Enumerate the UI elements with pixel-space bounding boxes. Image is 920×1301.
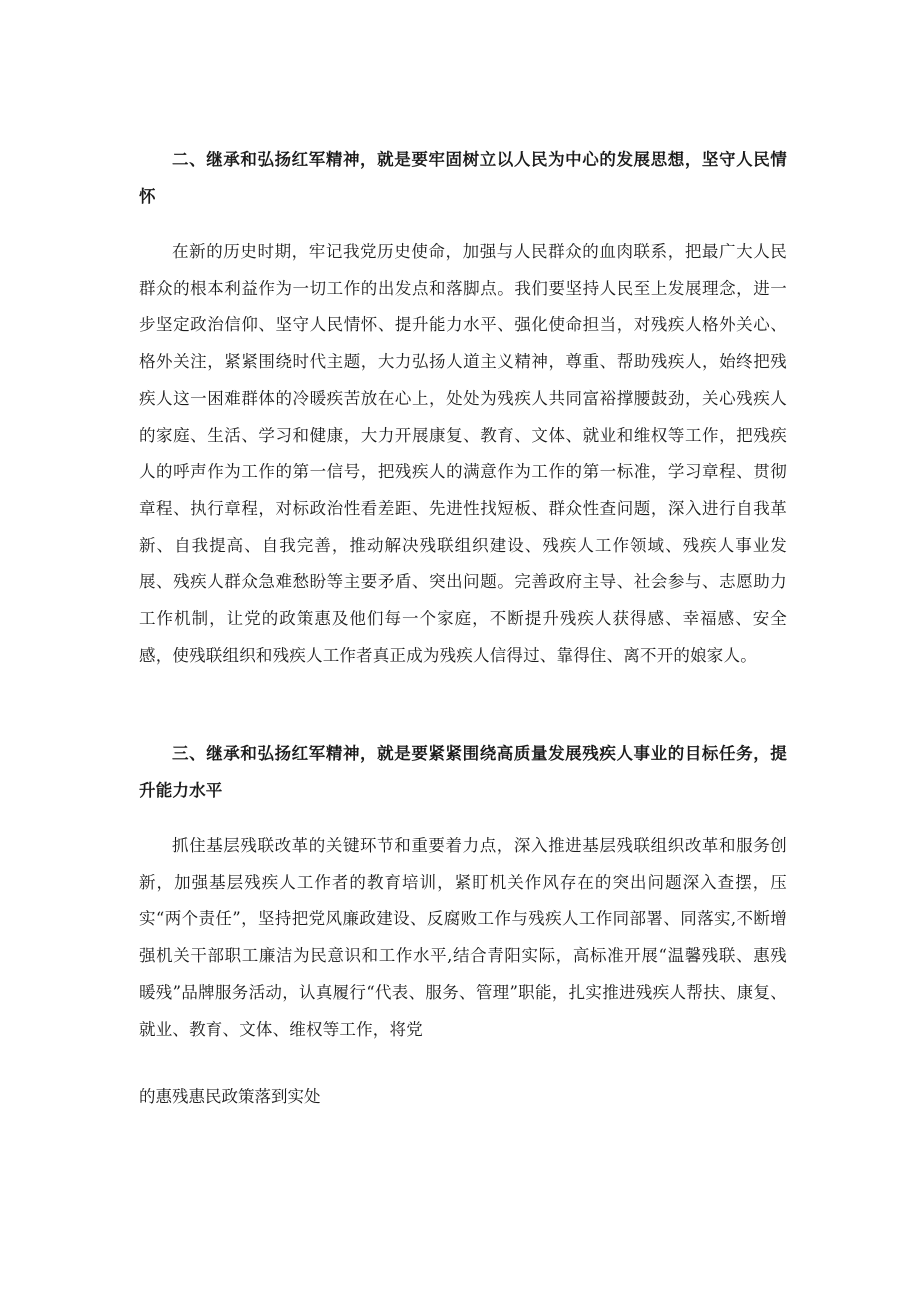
section-heading-3: 三、继承和弘扬红军精神，就是要紧紧围绕高质量发展残疾人事业的目标任务，提升能力水平 <box>139 744 787 800</box>
section-paragraph-3: 抓住基层残联改革的关键环节和重要着力点，深入推进基层残联组织改革和服务创新，加强基层残疾人工作者的教育培训，紧盯机关作风存在的突出问题深入查摆，压实“两个责任”，坚持把党风廉政建设、反腐败工作与残疾人工作同部署、同落实,不断增强机关干部职工廉洁为民意识和工作水平,结合青阳实际，高标准开展“温馨残联、惠残暖残”品牌服务活动，认真履行“代表、服务、管理”职能，扎实推进残疾人帮扶、康复、就业、教育、文体、维权等工作，将党 <box>139 836 787 1039</box>
section-paragraph-2: 在新的历史时期，牢记我党历史使命，加强与人民群众的血肉联系，把最广大人民群众的根本利益作为一切工作的出发点和落脚点。我们要坚持人民至上发展理念，进一步坚定政治信仰、坚守人民情怀、提升能力水平、强化使命担当，对残疾人格外关心、格外关注，紧紧围绕时代主题，大力弘扬人道主义精神，尊重、帮助残疾人，始终把残疾人这一困难群体的冷暖疾苦放在心上，处处为残疾人共同富裕撑腰鼓劲，关心残疾人的家庭、生活、学习和健康，大力开展康复、教育、文体、就业和维权等工作，把残疾人的呼声作为工作的第一信号，把残疾人的满意作为工作的第一标准，学习章程、贯彻章程、执行章程，对标政治性看差距、先进性找短板、群众性查问题，深入进行自我革新、自我提高、自我完善，推动解决残联组织建设、残疾人工作领域、残疾人事业发展、残疾人群众急难愁盼等主要矛盾、突出问题。完善政府主导、社会参与、志愿助力工作机制，让党的政策惠及他们每一个家庭，不断提升残疾人获得感、幸福感、安全感，使残联组织和残疾人工作者真正成为残疾人信得过、靠得住、离不开的娘家人。 <box>139 242 787 665</box>
section-paragraph-3-tail: 的惠残惠民政策落到实处 <box>139 1087 321 1106</box>
section-heading-2: 二、继承和弘扬红军精神，就是要牢固树立以人民为中心的发展思想，坚守人民情怀 <box>139 150 787 206</box>
